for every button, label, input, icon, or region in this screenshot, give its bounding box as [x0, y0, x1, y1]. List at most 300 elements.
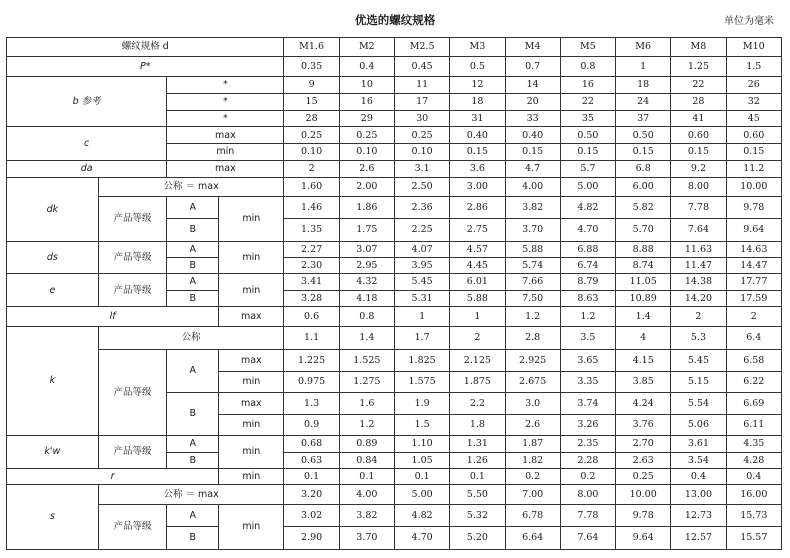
table-cell: 0.15 — [505, 144, 560, 160]
table-cell: 1 — [616, 57, 671, 76]
table-cell: 5.00 — [560, 178, 615, 196]
sub-label: 公称 — [98, 326, 284, 350]
table-cell: 16.00 — [726, 485, 781, 504]
row-label-lf: lf — [7, 307, 219, 326]
table-row — [7, 326, 782, 350]
table-cell: 1.1 — [284, 326, 339, 350]
table-cell: 45 — [726, 110, 781, 126]
sub-label: min — [167, 144, 284, 160]
grade-label: 产品等级 — [98, 350, 167, 436]
column-header: M2.5 — [394, 38, 449, 57]
table-cell: 9 — [284, 76, 339, 93]
sub-label: 公称 ＝ max — [98, 485, 284, 504]
table-cell: 0.15 — [616, 144, 671, 160]
table-cell: 7.66 — [505, 274, 560, 290]
table-cell: 17 — [394, 94, 449, 110]
table-cell: 10 — [339, 76, 394, 93]
header-label: 螺纹规格 d — [7, 38, 284, 57]
table-cell: 0.8 — [339, 307, 394, 326]
table-cell: 5.31 — [394, 290, 449, 306]
table-cell: 3.54 — [671, 452, 726, 468]
table-cell: 3.74 — [560, 393, 615, 415]
table-cell: 0.5 — [450, 57, 505, 76]
table-cell: 7.78 — [671, 196, 726, 219]
table-cell: 1.05 — [394, 452, 449, 468]
table-cell: 9.78 — [616, 504, 671, 527]
thread-spec-table — [6, 37, 782, 550]
table-cell: 1.825 — [394, 350, 449, 372]
table-cell: 3.6 — [450, 160, 505, 177]
table-cell: 3.82 — [505, 196, 560, 219]
table-cell: 0.975 — [284, 371, 339, 393]
table-cell: 3.00 — [450, 178, 505, 196]
table-cell: 6.11 — [726, 414, 781, 436]
table-cell: 0.40 — [505, 127, 560, 144]
table-cell: 4 — [616, 326, 671, 350]
table-cell: 1.10 — [394, 436, 449, 452]
table-cell: 15.57 — [726, 527, 781, 550]
table-cell: 1.46 — [284, 196, 339, 219]
table-cell: 4.70 — [394, 527, 449, 550]
table-cell: 6.58 — [726, 350, 781, 372]
table-cell: 2.27 — [284, 241, 339, 257]
table-cell: 2.25 — [394, 219, 449, 242]
table-cell: 16 — [560, 76, 615, 93]
table-cell: 7.00 — [505, 485, 560, 504]
grade-b: B — [167, 393, 219, 436]
table-cell: 32 — [726, 94, 781, 110]
grade-b: B — [167, 219, 219, 242]
table-cell: 0.6 — [284, 307, 339, 326]
table-cell: 0.25 — [284, 127, 339, 144]
column-header: M3 — [450, 38, 505, 57]
table-cell: 4.15 — [616, 350, 671, 372]
table-cell: 6.88 — [560, 241, 615, 257]
table-cell: 2.90 — [284, 527, 339, 550]
table-cell: 8.00 — [671, 178, 726, 196]
table-cell: 3.76 — [616, 414, 671, 436]
table-cell: 33 — [505, 110, 560, 126]
column-header: M4 — [505, 38, 560, 57]
grade-a: A — [167, 436, 219, 452]
table-cell: 5.3 — [671, 326, 726, 350]
row-label-k: k — [7, 326, 99, 436]
table-cell: 1.4 — [616, 307, 671, 326]
table-cell: 6.4 — [726, 326, 781, 350]
table-cell: 2.675 — [505, 371, 560, 393]
table-cell: 5.88 — [505, 241, 560, 257]
table-cell: 2.00 — [339, 178, 394, 196]
table-cell: 31 — [450, 110, 505, 126]
table-cell: 0.40 — [450, 127, 505, 144]
table-cell: 9.2 — [671, 160, 726, 177]
table-cell: 5.50 — [450, 485, 505, 504]
page-title: 优选的螺纹规格 — [354, 13, 436, 27]
table-cell: 2.50 — [394, 178, 449, 196]
table-cell: 5.15 — [671, 371, 726, 393]
table-cell: 14.38 — [671, 274, 726, 290]
table-cell: 0.25 — [339, 127, 394, 144]
table-cell: 3.61 — [671, 436, 726, 452]
table-row — [7, 241, 782, 257]
grade-label: 产品等级 — [98, 274, 167, 307]
table-cell: 5.7 — [560, 160, 615, 177]
unit-note: 单位为毫米 — [724, 16, 774, 27]
table-cell: 2.8 — [505, 326, 560, 350]
sub-label: min — [219, 241, 284, 274]
table-cell: 4.45 — [450, 258, 505, 274]
table-cell: 0.50 — [560, 127, 615, 144]
table-cell: 1.575 — [394, 371, 449, 393]
table-cell: 0.10 — [284, 144, 339, 160]
table-cell: 4.7 — [505, 160, 560, 177]
table-cell: 0.8 — [560, 57, 615, 76]
table-cell: 1.875 — [450, 371, 505, 393]
table-cell: 18 — [616, 76, 671, 93]
table-cell: 3.5 — [560, 326, 615, 350]
table-cell: 30 — [394, 110, 449, 126]
table-cell: 3.07 — [339, 241, 394, 257]
table-cell: 20 — [505, 94, 560, 110]
grade-b: B — [167, 452, 219, 468]
column-header: M8 — [671, 38, 726, 57]
table-cell: 0.15 — [560, 144, 615, 160]
grade-a: A — [167, 274, 219, 290]
grade-label: 产品等级 — [98, 196, 167, 241]
table-cell: 4.82 — [394, 504, 449, 527]
table-cell: 0.35 — [284, 57, 339, 76]
table-row — [7, 350, 782, 372]
table-cell: 11.05 — [616, 274, 671, 290]
table-cell: 1.275 — [339, 371, 394, 393]
table-cell: 6.01 — [450, 274, 505, 290]
sub-label: * — [167, 76, 284, 93]
table-cell: 5.82 — [616, 196, 671, 219]
sub-label: min — [219, 196, 284, 241]
table-cell: 11.2 — [726, 160, 781, 177]
table-cell: 14.20 — [671, 290, 726, 306]
table-cell: 1.87 — [505, 436, 560, 452]
table-cell: 2.86 — [450, 196, 505, 219]
table-cell: 12 — [450, 76, 505, 93]
table-cell: 0.1 — [394, 468, 449, 484]
table-cell: 5.20 — [450, 527, 505, 550]
table-cell: 1.82 — [505, 452, 560, 468]
table-cell: 4.00 — [339, 485, 394, 504]
table-cell: 3.0 — [505, 393, 560, 415]
table-row — [7, 485, 782, 504]
row-label-dk: dk — [7, 178, 99, 241]
table-cell: 11.63 — [671, 241, 726, 257]
table-cell: 2 — [671, 307, 726, 326]
table-cell: 0.1 — [284, 468, 339, 484]
table-cell: 14 — [505, 76, 560, 93]
table-cell: 8.79 — [560, 274, 615, 290]
table-row — [7, 504, 782, 527]
column-header: M1.6 — [284, 38, 339, 57]
table-cell: 1.3 — [284, 393, 339, 415]
table-cell: 3.41 — [284, 274, 339, 290]
table-cell: 0.4 — [671, 468, 726, 484]
table-cell: 4.07 — [394, 241, 449, 257]
sub-label: min — [219, 414, 284, 436]
table-cell: 6.69 — [726, 393, 781, 415]
sub-label: min — [219, 468, 284, 484]
row-label-ds: ds — [7, 241, 99, 274]
table-cell: 1.2 — [560, 307, 615, 326]
table-cell: 5.00 — [394, 485, 449, 504]
table-cell: 1.25 — [671, 57, 726, 76]
table-row — [7, 436, 782, 452]
grade-b: B — [167, 527, 219, 550]
table-cell: 1.2 — [505, 307, 560, 326]
table-row — [7, 57, 782, 76]
grade-a: A — [167, 196, 219, 219]
table-cell: 7.50 — [505, 290, 560, 306]
table-cell: 2.30 — [284, 258, 339, 274]
table-cell: 0.50 — [616, 127, 671, 144]
table-cell: 0.89 — [339, 436, 394, 452]
table-cell: 1.35 — [284, 219, 339, 242]
table-cell: 2.2 — [450, 393, 505, 415]
table-cell: 9.64 — [726, 219, 781, 242]
table-cell: 17.59 — [726, 290, 781, 306]
table-cell: 5.70 — [616, 219, 671, 242]
sub-label: max — [219, 307, 284, 326]
grade-a: A — [167, 350, 219, 393]
row-label-kw: k'w — [7, 436, 99, 469]
table-cell: 8.00 — [560, 485, 615, 504]
table-cell: 0.25 — [616, 468, 671, 484]
table-cell: 1 — [450, 307, 505, 326]
grade-a: A — [167, 504, 219, 527]
table-cell: 18 — [450, 94, 505, 110]
row-label-p: P* — [7, 57, 284, 76]
sub-label: min — [219, 436, 284, 469]
table-cell: 1.31 — [450, 436, 505, 452]
table-cell: 1.2 — [339, 414, 394, 436]
table-cell: 0.2 — [505, 468, 560, 484]
table-cell: 22 — [671, 76, 726, 93]
table-cell: 0.15 — [726, 144, 781, 160]
table-cell: 5.06 — [671, 414, 726, 436]
table-cell: 4.57 — [450, 241, 505, 257]
table-cell: 4.32 — [339, 274, 394, 290]
table-cell: 8.63 — [560, 290, 615, 306]
table-cell: 0.84 — [339, 452, 394, 468]
grade-b: B — [167, 290, 219, 306]
table-cell: 2.63 — [616, 452, 671, 468]
table-cell: 6.74 — [560, 258, 615, 274]
table-cell: 2 — [284, 160, 339, 177]
table-cell: 2.95 — [339, 258, 394, 274]
table-cell: 3.02 — [284, 504, 339, 527]
table-cell: 12.73 — [671, 504, 726, 527]
table-cell: 0.4 — [726, 468, 781, 484]
table-cell: 7.64 — [671, 219, 726, 242]
table-cell: 14.47 — [726, 258, 781, 274]
table-cell: 1.7 — [394, 326, 449, 350]
sub-label: min — [219, 371, 284, 393]
table-cell: 1.86 — [339, 196, 394, 219]
table-cell: 2 — [450, 326, 505, 350]
table-cell: 0.68 — [284, 436, 339, 452]
table-cell: 3.20 — [284, 485, 339, 504]
table-cell: 2 — [726, 307, 781, 326]
table-cell: 0.63 — [284, 452, 339, 468]
table-cell: 5.54 — [671, 393, 726, 415]
table-cell: 0.25 — [394, 127, 449, 144]
row-label-s: s — [7, 485, 99, 550]
table-cell: 11 — [394, 76, 449, 93]
sub-label: max — [167, 127, 284, 144]
column-header: M5 — [560, 38, 615, 57]
table-cell: 2.6 — [505, 414, 560, 436]
sub-label: 公称 ＝ max — [98, 178, 284, 196]
table-cell: 6.22 — [726, 371, 781, 393]
table-cell: 10.00 — [616, 485, 671, 504]
table-cell: 10.89 — [616, 290, 671, 306]
table-cell: 5.45 — [394, 274, 449, 290]
column-header: M2 — [339, 38, 394, 57]
table-cell: 1.6 — [339, 393, 394, 415]
table-cell: 2.75 — [450, 219, 505, 242]
table-cell: 6.00 — [616, 178, 671, 196]
table-cell: 2.925 — [505, 350, 560, 372]
table-cell: 6.78 — [505, 504, 560, 527]
table-cell: 4.00 — [505, 178, 560, 196]
sub-label: min — [219, 274, 284, 307]
table-row — [7, 76, 782, 93]
table-cell: 6.8 — [616, 160, 671, 177]
table-cell: 5.74 — [505, 258, 560, 274]
table-cell: 4.35 — [726, 436, 781, 452]
table-cell: 1.4 — [339, 326, 394, 350]
table-cell: 28 — [284, 110, 339, 126]
table-cell: 0.7 — [505, 57, 560, 76]
table-cell: 3.26 — [560, 414, 615, 436]
table-row — [7, 274, 782, 290]
table-cell: 15.73 — [726, 504, 781, 527]
table-cell: 0.15 — [450, 144, 505, 160]
table-row — [7, 160, 782, 177]
table-cell: 0.60 — [671, 127, 726, 144]
table-row — [7, 468, 782, 484]
table-cell: 8.88 — [616, 241, 671, 257]
table-cell: 3.70 — [339, 527, 394, 550]
table-cell: 9.78 — [726, 196, 781, 219]
row-label-e: e — [7, 274, 99, 307]
table-cell: 4.18 — [339, 290, 394, 306]
column-header: M10 — [726, 38, 781, 57]
table-cell: 4.28 — [726, 452, 781, 468]
grade-label: 产品等级 — [98, 241, 167, 274]
table-cell: 28 — [671, 94, 726, 110]
table-cell: 1.5 — [394, 414, 449, 436]
table-cell: 3.85 — [616, 371, 671, 393]
table-cell: 1.525 — [339, 350, 394, 372]
sub-label: min — [219, 504, 284, 549]
row-label-r: r — [7, 468, 219, 484]
sub-label: * — [167, 110, 284, 126]
table-cell: 0.1 — [339, 468, 394, 484]
grade-a: A — [167, 241, 219, 257]
table-cell: 2.36 — [394, 196, 449, 219]
column-header: M6 — [616, 38, 671, 57]
table-cell: 2.35 — [560, 436, 615, 452]
table-cell: 5.88 — [450, 290, 505, 306]
table-cell: 1.60 — [284, 178, 339, 196]
table-cell: 0.60 — [726, 127, 781, 144]
table-cell: 1.8 — [450, 414, 505, 436]
table-cell: 10.00 — [726, 178, 781, 196]
table-cell: 1.75 — [339, 219, 394, 242]
table-cell: 1.26 — [450, 452, 505, 468]
table-cell: 0.9 — [284, 414, 339, 436]
table-cell: 0.15 — [671, 144, 726, 160]
table-cell: 1.225 — [284, 350, 339, 372]
table-cell: 0.10 — [339, 144, 394, 160]
table-row — [7, 196, 782, 219]
table-cell: 3.35 — [560, 371, 615, 393]
row-label-b: b 参考 — [7, 76, 167, 126]
table-cell: 0.2 — [560, 468, 615, 484]
sub-label: * — [167, 94, 284, 110]
table-cell: 3.82 — [339, 504, 394, 527]
table-cell: 9.64 — [616, 527, 671, 550]
table-row — [7, 127, 782, 144]
table-cell: 2.125 — [450, 350, 505, 372]
header-row — [7, 38, 782, 57]
table-cell: 8.74 — [616, 258, 671, 274]
row-label-c: c — [7, 127, 167, 161]
table-cell: 4.24 — [616, 393, 671, 415]
table-cell: 3.65 — [560, 350, 615, 372]
table-cell: 13.00 — [671, 485, 726, 504]
table-cell: 11.47 — [671, 258, 726, 274]
table-cell: 3.28 — [284, 290, 339, 306]
table-cell: 1.9 — [394, 393, 449, 415]
table-cell: 37 — [616, 110, 671, 126]
grade-b: B — [167, 258, 219, 274]
table-cell: 0.1 — [450, 468, 505, 484]
sub-label: max — [167, 160, 284, 177]
table-cell: 2.70 — [616, 436, 671, 452]
table-cell: 5.32 — [450, 504, 505, 527]
table-row — [7, 307, 782, 326]
table-cell: 22 — [560, 94, 615, 110]
table-cell: 7.78 — [560, 504, 615, 527]
table-cell: 41 — [671, 110, 726, 126]
table-cell: 17.77 — [726, 274, 781, 290]
sub-label: max — [219, 393, 284, 415]
table-cell: 7.64 — [560, 527, 615, 550]
table-cell: 6.64 — [505, 527, 560, 550]
table-cell: 3.70 — [505, 219, 560, 242]
grade-label: 产品等级 — [98, 436, 167, 469]
table-cell: 29 — [339, 110, 394, 126]
table-cell: 24 — [616, 94, 671, 110]
table-cell: 35 — [560, 110, 615, 126]
table-cell: 26 — [726, 76, 781, 93]
table-cell: 16 — [339, 94, 394, 110]
table-cell: 1.5 — [726, 57, 781, 76]
table-cell: 2.28 — [560, 452, 615, 468]
row-label-da: da — [7, 160, 167, 177]
table-cell: 1 — [394, 307, 449, 326]
table-cell: 15 — [284, 94, 339, 110]
grade-label: 产品等级 — [98, 504, 167, 549]
